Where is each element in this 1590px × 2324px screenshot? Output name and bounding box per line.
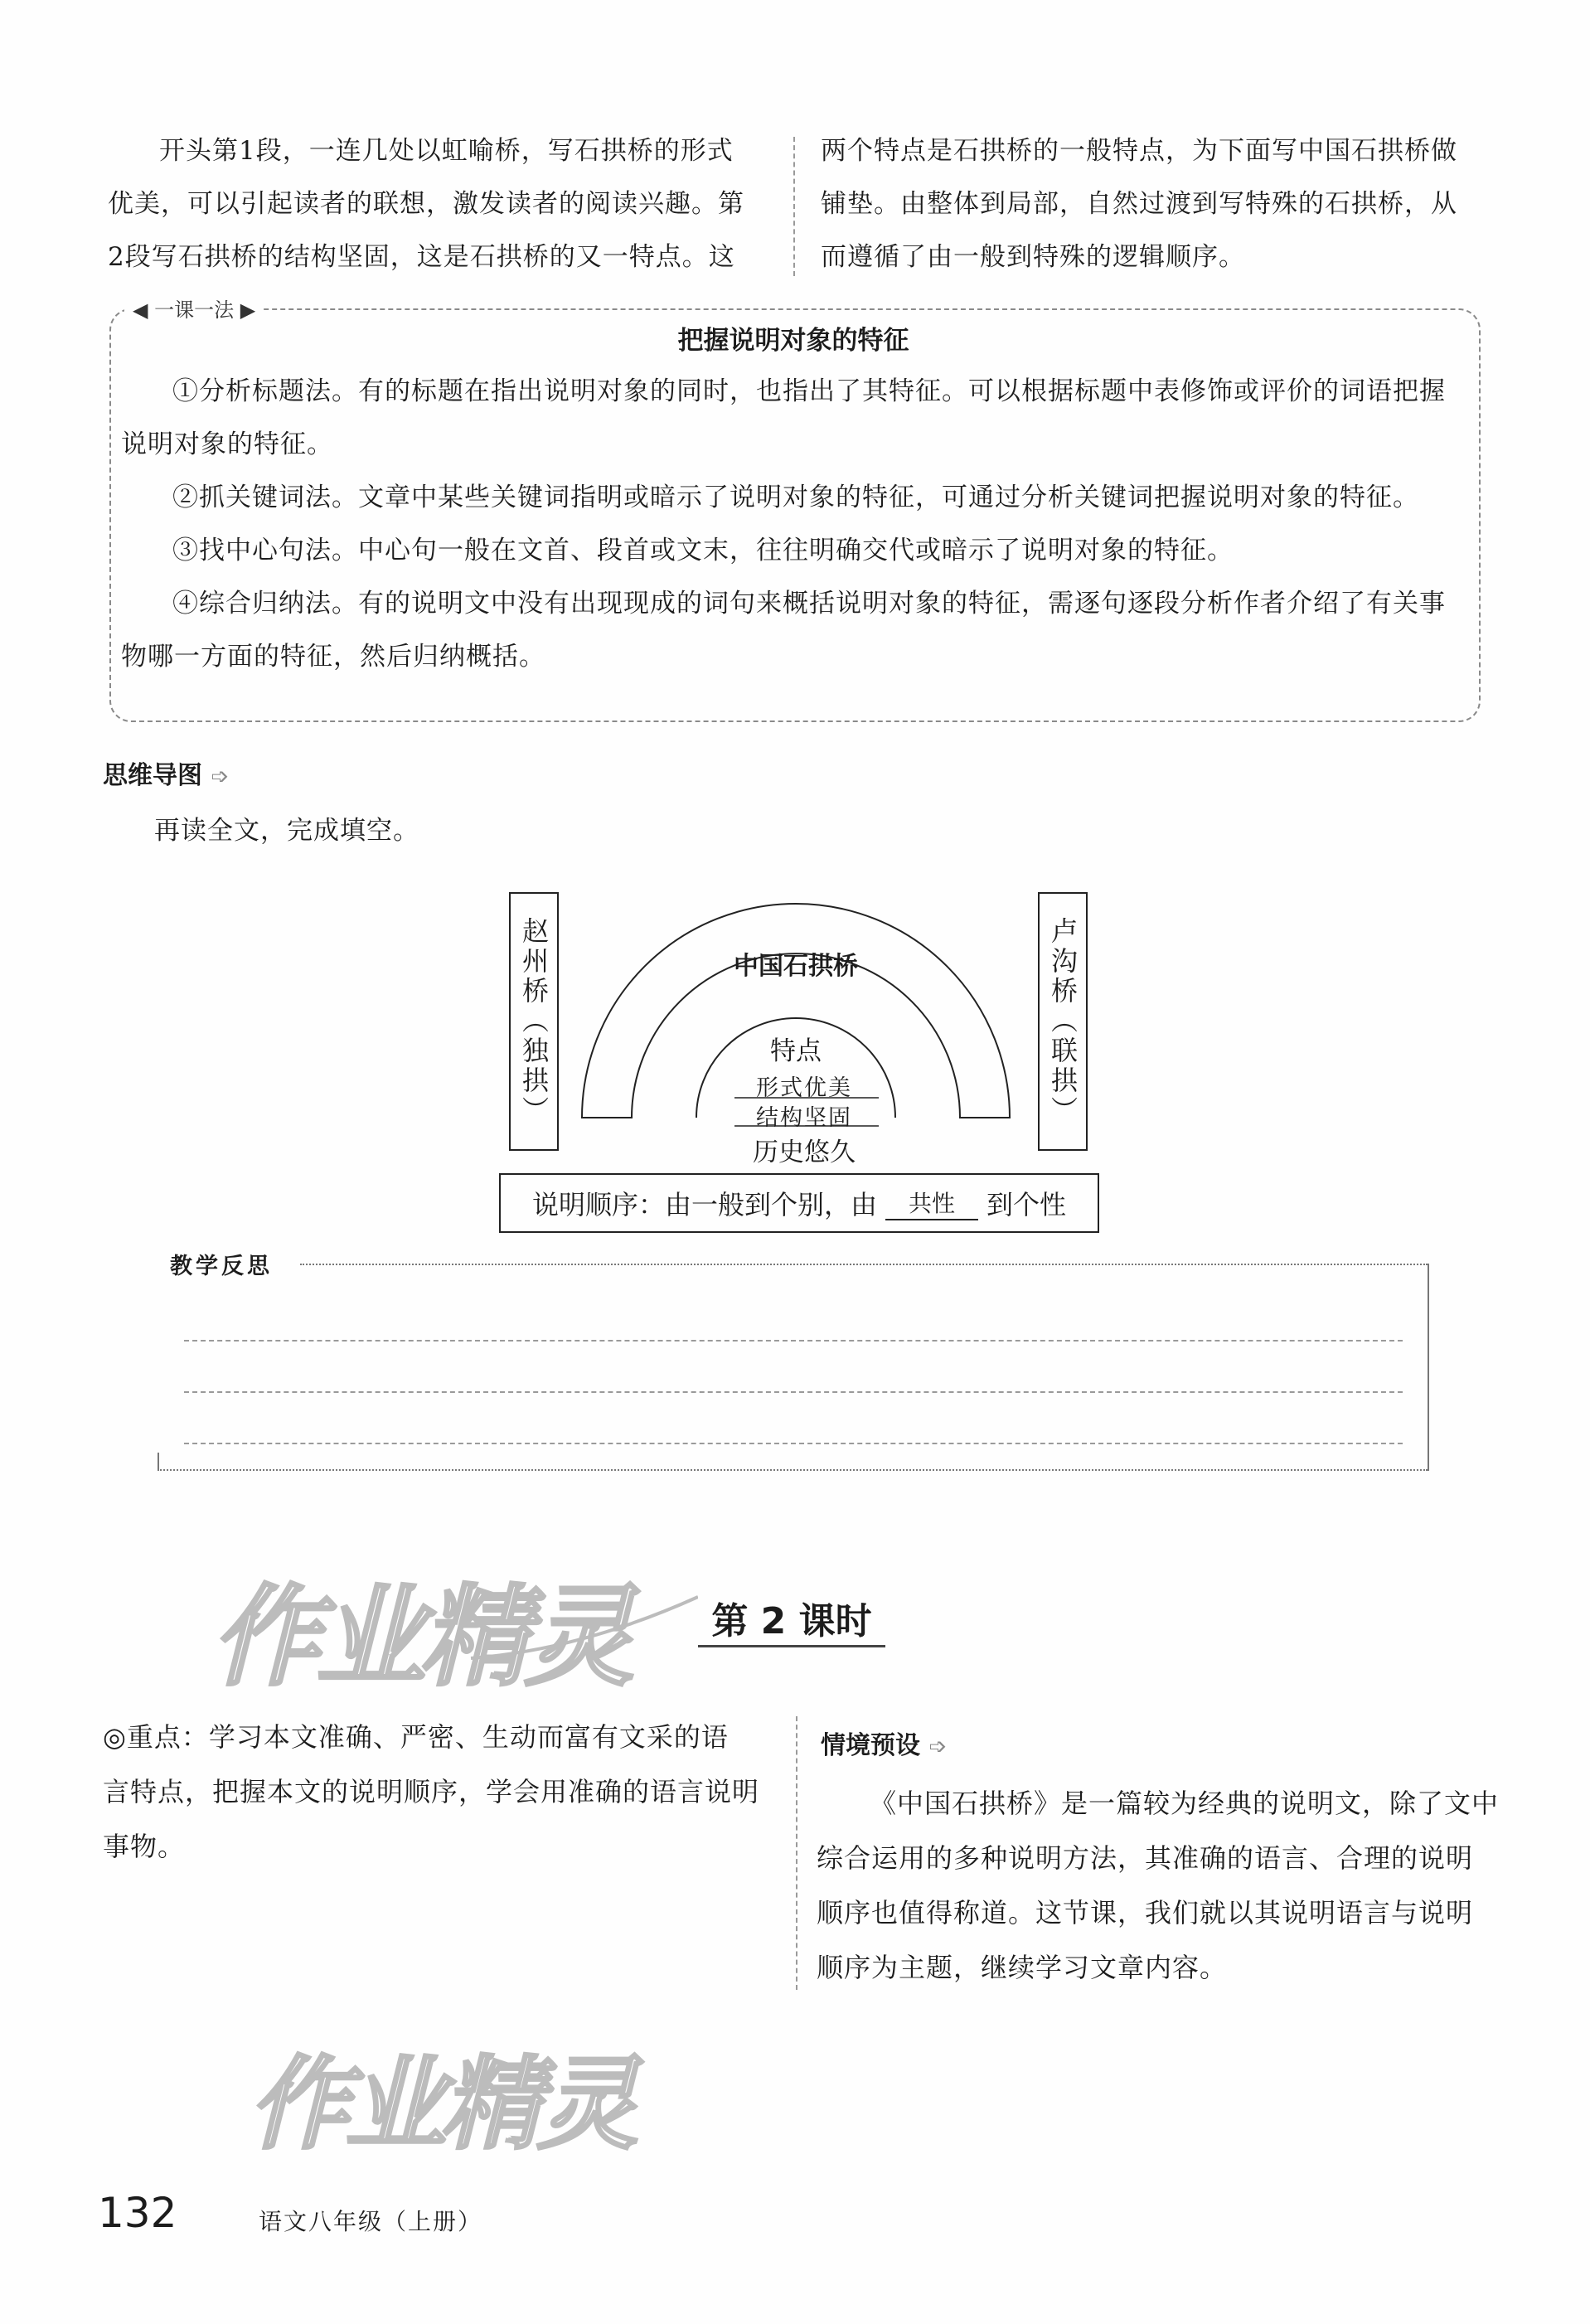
lugou-bridge-label: 卢沟桥（联拱） — [1047, 917, 1079, 1126]
text-line: 2段写石拱桥的结构坚固，这是石拱桥的又一特点。这 — [108, 242, 735, 272]
method-item: ①分析标题法。有的标题在指出说明对象的同时，也指出了其特征。可以根据标题中表修饰或评价的词语把握说明对象的特征。 — [121, 376, 1446, 459]
lesson-title: 第 2 课时 — [698, 1590, 885, 1647]
features-title: 特点 — [770, 1036, 822, 1066]
text-line: 综合运用的多种说明方法，其准确的语言、合理的说明 — [817, 1842, 1474, 1874]
text-line: 优美，可以引起读者的联想，激发读者的阅读兴趣。第 — [108, 189, 744, 219]
scenario-heading — [821, 1725, 947, 1761]
scenario-heading-text: 情境预设 — [821, 1731, 920, 1760]
zhaozhou-bridge-box — [509, 892, 559, 1151]
reflection-frame-right — [1428, 1264, 1429, 1471]
mind-map-heading — [103, 754, 229, 791]
book-title: 语文八年级（上册） — [259, 2208, 483, 2235]
method-title: 把握说明对象的特征 — [677, 326, 909, 356]
page-number: 132 — [98, 2189, 177, 2237]
reflection-line[interactable] — [184, 1391, 1403, 1393]
mind-map-heading-text: 思维导图 — [103, 761, 202, 790]
text-line: ◎重点：学习本文准确、严密、生动而富有文采的语 — [103, 1721, 729, 1753]
top-right-text — [821, 124, 1500, 284]
text-line: 顺序为主题，继续学习文章内容。 — [817, 1952, 1228, 1983]
text-line: 言特点，把握本文的说明顺序，学会用准确的语言说明 — [103, 1776, 760, 1807]
text-line: 铺垫。由整体到局部，自然过渡到写特殊的石拱桥，从 — [821, 189, 1457, 219]
text-line: 《中国石拱桥》是一篇较为经典的说明文，除了文中 — [870, 1788, 1500, 1819]
feature-item: 形式优美 — [756, 1075, 852, 1101]
reflection-line[interactable] — [184, 1340, 1403, 1342]
column-divider — [796, 1716, 797, 1990]
reflection-frame-left — [158, 1453, 159, 1471]
text-line: 事物。 — [103, 1831, 186, 1862]
column-divider — [793, 137, 795, 276]
lesson-focus — [103, 1710, 774, 1874]
watermark-logo: 作业精灵 — [249, 2045, 633, 2163]
reflection-frame-bottom — [158, 1469, 1428, 1471]
zhaozhou-bridge-label: 赵州桥（独拱） — [518, 917, 550, 1126]
text-line: 而遵循了由一般到特殊的逻辑顺序。 — [821, 242, 1245, 272]
arrow-icon: ➩ — [928, 1735, 948, 1759]
top-left-text — [108, 124, 779, 284]
order-prefix: 说明顺序：由一般到个别，由 — [531, 1189, 877, 1220]
scenario-text — [817, 1776, 1505, 1995]
text-line: 开头第1段，一连几处以虹喻桥，写石拱桥的形式 — [159, 136, 734, 166]
method-tag: ◀ 一课一法 ▶ — [124, 294, 264, 323]
feature-item: 结构坚固 — [756, 1105, 852, 1131]
method-body — [121, 365, 1464, 683]
method-item: ④综合归纳法。有的说明文中没有出现现成的词句来概括说明对象的特征，需逐句逐段分析作者介绍了有关事物哪一方面的特征，然后归纳概括。 — [121, 589, 1446, 672]
text-line: 两个特点是石拱桥的一般特点，为下面写中国石拱桥做 — [821, 136, 1457, 166]
mind-map-instruction: 再读全文，完成填空。 — [154, 816, 419, 846]
watermark-swoosh — [464, 1592, 705, 1667]
lugou-bridge-box — [1038, 892, 1088, 1151]
reflection-title: 教学反思 — [170, 1254, 273, 1279]
reflection-frame-top — [300, 1264, 1428, 1265]
order-box — [499, 1173, 1099, 1233]
watermark-logo: 作业精灵 — [211, 1574, 629, 1701]
order-suffix: 到个性 — [986, 1189, 1067, 1220]
method-item: ③找中心句法。中心句一般在文首、段首或文末，往往明确交代或暗示了说明对象的特征。 — [172, 536, 1234, 565]
text-line: 顺序也值得称道。这节课，我们就以其说明语言与说明 — [817, 1897, 1474, 1929]
arch-title: 中国石拱桥 — [734, 952, 858, 981]
arrow-icon: ➩ — [211, 764, 230, 789]
reflection-line[interactable] — [184, 1443, 1403, 1444]
method-item: ②抓关键词法。文章中某些关键词指明或暗示了说明对象的特征，可通过分析关键词把握说明对象的特征。 — [172, 483, 1419, 512]
feature-item: 历史悠久 — [753, 1138, 856, 1167]
order-blank[interactable]: 共性 — [885, 1186, 978, 1220]
